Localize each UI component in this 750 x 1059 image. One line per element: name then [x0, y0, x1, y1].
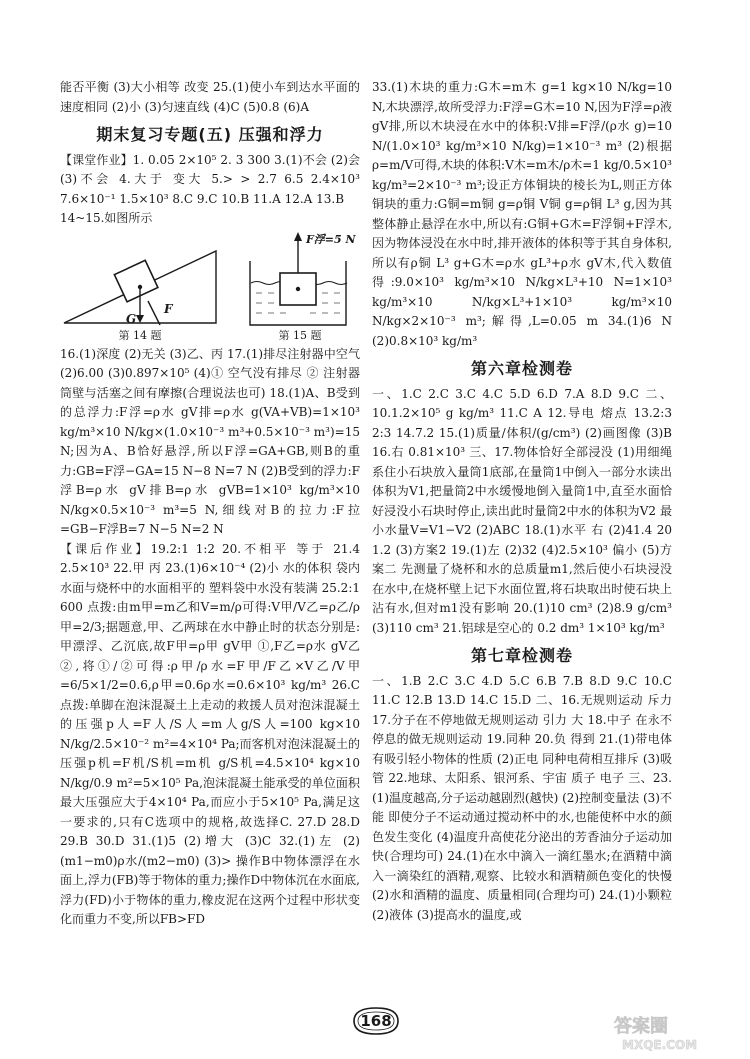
- beaker-diagram: [240, 231, 360, 329]
- buoyancy-arrowhead: [294, 232, 302, 241]
- svg-text:MXQE.COM: MXQE.COM: [622, 1038, 698, 1052]
- figure-15-caption: 第 15 题: [278, 328, 322, 342]
- left-intro: 能否平衡 (3)大小相等 改变 25.(1)使小车到达水平面的速度相同 (2)小 (3)匀速直线 (4)C (5)0.8 (6)A: [60, 80, 360, 114]
- right-column: [372, 78, 672, 925]
- section-title-chapter-7: 第七章检测卷: [470, 646, 573, 665]
- buoyancy-label: F浮=5 N: [306, 232, 356, 246]
- figure-15: [240, 231, 360, 343]
- answers-16-18: 16.(1)深度 (2)无关 (3)乙、丙 17.(1)排尽注射器中空气 (2)6.00 (3)0.897×10⁵ (4)① 空气没有排尽 ② 注射器筒壁与活塞之间有摩擦(合理说法也可) 18.(1)A、B受到的总浮力:F浮=ρ水 gV排=ρ水 g(VA+VB)=1×10³ kg/m³×10 N/kg×(1.0×10⁻³ m³+0.5×10⁻³ m³)=15 N;因为A、B恰好悬浮,所以F浮=GA+GB,则B的重力:GB=F浮−GA=15 N−8 N=7 N (2)B受到的浮力:F浮B=ρ水 gV排B=ρ水 gVB=1×10³ kg/m³×10 N/kg×0.5×10⁻³ m³=5 N,细线对B的拉力:F拉=GB−F浮B=7 N−5 N=2 N: [60, 346, 360, 536]
- page-number: [350, 1006, 402, 1036]
- watermark: [608, 1012, 736, 1052]
- page-number-text: 168: [360, 1012, 392, 1030]
- figure-14: [60, 231, 220, 343]
- chapter-6-answers: 一、1.C 2.C 3.C 4.C 5.D 6.D 7.A 8.D 9.C 二、10.1.2×10⁵ g kg/m³ 11.C A 12.导电 熔点 13.2:3 2:3 14.7.2 15.(1)质量/体积/(g/cm³) (2)画图像 (3)B 16.右 0.81×10³ 三、17.物体恰好全部浸没 (1)用细绳系住小石块放入量筒1底部,在量筒1中倒入一部分水读出体积为V1,把量筒2中水缓慢地倒入量筒1中,直至水面恰好浸没小石块时停止,读出此时量筒2中水的体积为V2 最小水量V=V1−V2 (2)ABC 18.(1)水平 右 (2)41.4 20 1.2 (3)方案2 19.(1)左 (2)32 (4)2.5×10³ 偏小 (5)方案二 先测量了烧杯和水的总质量m1,然后使小石块浸没在水中,在烧杯壁上记下水面位置,将石块取出时使石块上沾有水,但对m1没有影响 20.(1)10 cm³ (2)8.9 g/cm³ (3)110 cm³ 21.铝球是空心的 0.2 dm³ 1×10³ kg/m³: [372, 386, 672, 635]
- section-title-chapter-6: 第六章检测卷: [470, 359, 573, 378]
- label-g: G: [126, 311, 137, 326]
- gravity-arrowhead: [136, 315, 144, 323]
- chapter-7-answers: 一、1.B 2.C 3.C 4.D 5.C 6.B 7.B 8.D 9.C 10.C 11.C 12.B 13.D 14.C 15.D 二、16.无规则运动 斥力 17.分子在不停地做无规则运动 引力 大 18.中子 在永不停息的做无规则运动 19.同种 20.负 得到 21.(1)带电体有吸引轻小物体的性质 (2)正电 同种电荷相互排斥 (3)吸管 22.地球、太阳系、银河系、宇宙 质子 电子 三、23.(1)温度越高,分子运动越剧烈(越快) (2)控制变量法 (3)不能 即使分子不运动通过搅动杯中的水,也能使杯中水的颜色发生变化 (4)温度升高使花分泌出的芳香油分子运动加快(合理均可) 24.(1)在水中滴入一滴红墨水;在酒精中滴入一滴染红的酒精,观察、比较水和酒精颜色变化的快慢 (2)水和酒精的温度、质量相同(合理均可) 24.(1)小颗粒 (2)液体 (3)提高水的温度,或: [372, 673, 672, 922]
- figure-intro: 14~15.如图所示: [60, 211, 153, 225]
- figure-14-caption: 第 14 题: [118, 328, 162, 342]
- left-column: [60, 78, 360, 930]
- section-title-final-review-5: 期末复习专题(五) 压强和浮力: [96, 125, 324, 144]
- incline-diagram: [60, 231, 220, 329]
- homework-answers: 【课后作业】19.2:1 1:2 20.不相平 等于 21.4 2.5×10³ 22.甲 丙 23.(1)6×10⁻⁴ (2)小 水的体积 袋内水面与烧杯中的水面相平的 塑料袋中水没有装满 25.2:1 600 点拨:由m甲=m乙和V=m/ρ可得:V甲/V乙=ρ乙/ρ甲=2/3;据题意,甲、乙两球在水中静止时的状态分别是:甲漂浮、乙沉底,故F甲=ρ甲 gV甲 ①,F乙=ρ水 gV乙 ②,将①/②可得:ρ甲/ρ水=F甲/F乙×V乙/V甲=6/5×1/2=0.6,ρ甲=0.6ρ水=0.6×10³ kg/m³ 26.C 点拨:单脚在泡沫混凝土上走动的救援人员对泡沫混凝土的压强p人=F人/S人=m人g/S人=100 kg×10 N/kg/2.5×10⁻² m²=4×10⁴ Pa;而客机对泡沫混凝土的压强p机=F机/S机=m机 g/S机=4.5×10⁴ kg×10 N/kg/0.9 m²=5×10⁵ Pa,泡沫混凝土能承受的单位面积最大压强应大于4×10⁴ Pa,而应小于5×10⁵ Pa,满足这一要求的,只有C选项中的规格,故选择C. 27.D 28.D 29.B 30.D 31.(1)5 (2)增大 (3)C 32.(1)左 (2)(m1−m0)ρ水/(m2−m0) (3)> 操作B中物体漂浮在水面上,浮力(FB)等于物体的重力;操作D中物体沉在水面底,浮力(FD)小于物体的重力,橡皮泥在这两个过程中形状变化而重力不变,所以FB>FD: [60, 541, 360, 926]
- svg-text:答案圈: 答案圈: [614, 1016, 668, 1037]
- classwork-answers: 【课堂作业】1. 0.05 2×10⁵ 2. 3 300 3.(1)不会 (2)会 (3)不会 4.大于 变大 5.> > 2.7 6.5 2.4×10³ 7.6×10⁻¹ 1.5×10³ 8.C 9.C 10.B 11.A 12.A 13.B: [60, 152, 360, 206]
- watermark-logo-icon: [608, 1012, 736, 1052]
- figures-row: [60, 231, 360, 343]
- answers-33-34: 33.(1)木块的重力:G木=m木 g=1 kg×10 N/kg=10 N,木块漂浮,故所受浮力:F浮=G木=10 N,因为F浮=ρ液gV排,所以木块浸在水中的体积:V排=F浮/(ρ水 g)=10 N/(1.0×10³ kg/m³×10 N/kg)=1×10⁻³ m³ (2)根据ρ=m/V可得,木块的体积:V木=m木/ρ木=1 kg/0.5×10³ kg/m³=2×10⁻³ m³;设正方体铜块的棱长为L,则正方体铜块的重力:G铜=m铜 g=ρ铜 V铜 g=ρ铜 L³ g,因为其整体静止悬浮在水中,所以有:G铜+G木=F浮铜+F浮木,因为物体浸没在水中时,排开液体的体积等于其自身体积,所以有ρ铜 L³ g+G木=ρ水 gL³+ρ水 gV木,代入数值得:9.0×10³ kg/m³×10 N/kg×L³+10 N=1×10³ kg/m³×10 N/kg×L³+1×10³ kg/m³×10 N/kg×2×10⁻³ m³;解得,L=0.05 m 34.(1)6 N (2)0.8×10³ kg/m³: [372, 80, 672, 348]
- label-f: F: [164, 301, 173, 316]
- pressure-arrow: [148, 301, 160, 325]
